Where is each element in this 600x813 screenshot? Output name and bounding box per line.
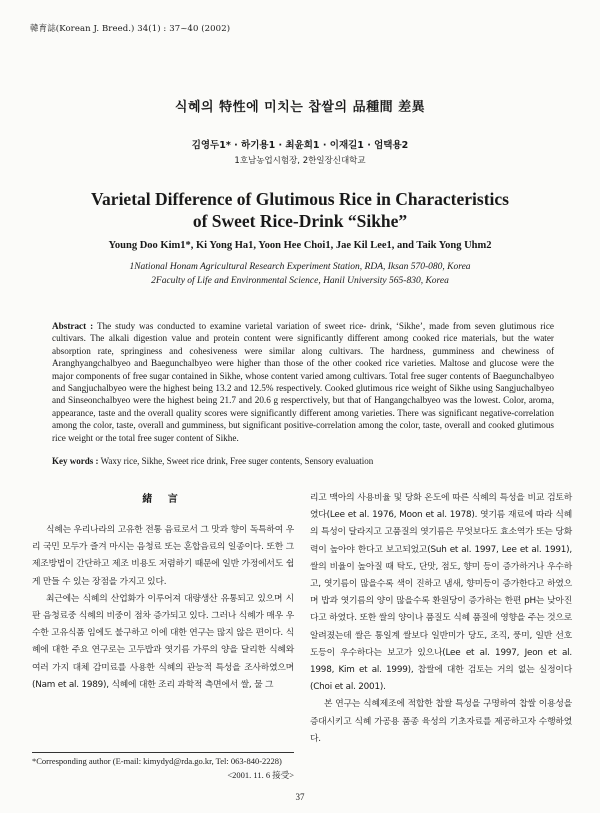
right-paragraph-2: 본 연구는 식혜제조에 적합한 찹쌀 특성을 구명하여 찹쌀 이용성을 증대시키고 식혜 가공용 품종 육성의 기초자료를 제공하고자 수행하였다. (310, 699, 572, 744)
korean-authors: 김영두1* · 하기용1 · 최윤희1 · 이재길1 · 엄택용2 (191, 140, 409, 151)
abstract-text: The study was conducted to examine varietal variation of sweet rice- drink, ‘Sikhe’, made from seven glutimous rice cultivars. The alkali digestion value and protein content were significantly different among cooked rice materials, but the water absorption rate, springiness and cohesiveness were similar along cultivars. The hardness, gumminess and chewiness of Aranghyangchalbyeo and Baegunchalbyeo were higher than those of the other cooked rice varieties. Maltose and glucose were the major components of free sugar contained in Sikhe, whose content varied among cultivars. Total free suger contents of Baegunchalbyeo and Sangjuchalbyeo were the highest being 13.2 and 12.5% respectively. Cooked glutimous rice weight of Sikhe using Sangjuchalbyeo and Sinseonchalbyeo were the highest being 21.7 and 20.6 g resperctively, but that of Hangangchalbyeo was the lowest. Color, aroma, appearance, taste and the overall quality scores were significantly different among varieties. There was significant negative-correlation among the color, taste, overall and gumminess, but significant positive-correlation among the color, taste, overall and cooked glutimous rice weight or the total free suger content of Sikhe. (52, 321, 554, 443)
left-column (32, 522, 294, 694)
keywords (52, 456, 554, 466)
corresponding-author-footnote: *Corresponding author (E-mail: kimydyd@rda.go.kr, Tel: 063-840-2228) (32, 756, 282, 766)
footnote-divider (32, 752, 294, 753)
english-title (0, 188, 600, 232)
english-affiliation-1: 1National Honam Agricultural Research Experiment Station, RDA, Iksan 570-080, Korea (129, 262, 471, 272)
received-date: <2001. 11. 6 接受> (227, 770, 294, 780)
english-authors: Young Doo Kim1*, Ki Yong Ha1, Yoon Hee Choi1, Jae Kil Lee1, and Taik Yong Uhm2 (108, 240, 492, 251)
journal-reference: 韓育誌(Korean J. Breed.) 34(1) : 37~40 (2002) (30, 24, 231, 34)
right-column (310, 490, 572, 748)
english-title-line-1: Varietal Difference of Glutimous Rice in Characteristics (91, 189, 509, 209)
right-paragraph-1: 리고 맥아의 사용비율 및 당화 온도에 따른 식혜의 특성을 비교 검토하였다(Lee et al. 1976, Moon et al. 1978). 엿기름 재료에 따라 식혜의 특성이 달라지고 고품질의 엿기름은 무엇보다도 효소역가 또는 당화력이 높아야 한다고 보고되었고(Suh et al. 1997, Lee et al. 1991), 쌀의 비율이 높아질 때 탁도, 단맛, 점도, 향미 등이 증가하거나 우수하고, 엿기름이 많을수록 색이 진하고 냄새, 향미등이 증가한다고 하였으며 밥과 엿기름의 양이 많을수록 환원당이 증가하는 한편 pH는 낮아진다고 하였다. 또한 쌀의 양이나 품질도 식혜 품질에 영향을 주는 것으로 알려졌는데 쌀은 통일계 쌀보다 일반미가 당도, 조직, 풍미, 일반 선호도등이 우수하다는 보고가 있으나(Lee et al. 1997, Jeon et al. 1998, Kim et al. 1999), 찹쌀에 대한 검토는 거의 없는 실정이다(Choi et al. 2001). (310, 493, 572, 693)
abstract-label: Abstract : (52, 321, 94, 331)
left-paragraph-2: 최근에는 식혜의 산업화가 이루어져 대량생산 유통되고 있으며 시판 음청료중 식혜의 비중이 점차 증가되고 있다. 그러나 식혜가 매우 우수한 고유식품 임에도 불구하고 이에 대한 연구는 많지 않은 편이다. 식혜에 대한 주요 연구로는 고두밥과 엿기름 가루의 양을 달리한 식혜와 여러 가지 대체 감미료를 사용한 식혜의 관능적 특성을 조사하였으며(Nam et al. 1989), 식혜에 대한 조리 과학적 측면에서 쌀, 물 그 (32, 593, 294, 690)
english-affiliation-2: 2Faculty of Life and Environmental Science, Hanil University 565-830, Korea (151, 276, 449, 286)
abstract (52, 320, 554, 444)
keywords-text: Waxy rice, Sikhe, Sweet rice drink, Free suger contents, Sensory evaluation (100, 456, 374, 466)
korean-affiliation: 1호남농업시험장, 2한일장신대학교 (234, 156, 366, 166)
left-paragraph-1: 식혜는 우리나라의 고유한 전통 음료로서 그 맛과 향이 독특하여 우리 국민 모두가 즐겨 마시는 음청료 또는 혼합음료의 일종이다. 또한 그 제조방법이 간단하고 제조 비용도 저렴하기 때문에 일반 가정에서도 쉽게 만들 수 있는 장점을 가지고 있다. (32, 525, 294, 587)
korean-title: 식혜의 特性에 미치는 찹쌀의 品種間 差異 (174, 100, 426, 115)
page-number: 37 (295, 792, 305, 802)
keywords-label: Key words : (52, 456, 99, 466)
introduction-heading: 緒 言 (142, 494, 184, 505)
english-title-line-2: of Sweet Rice-Drink “Sikhe” (192, 211, 408, 231)
